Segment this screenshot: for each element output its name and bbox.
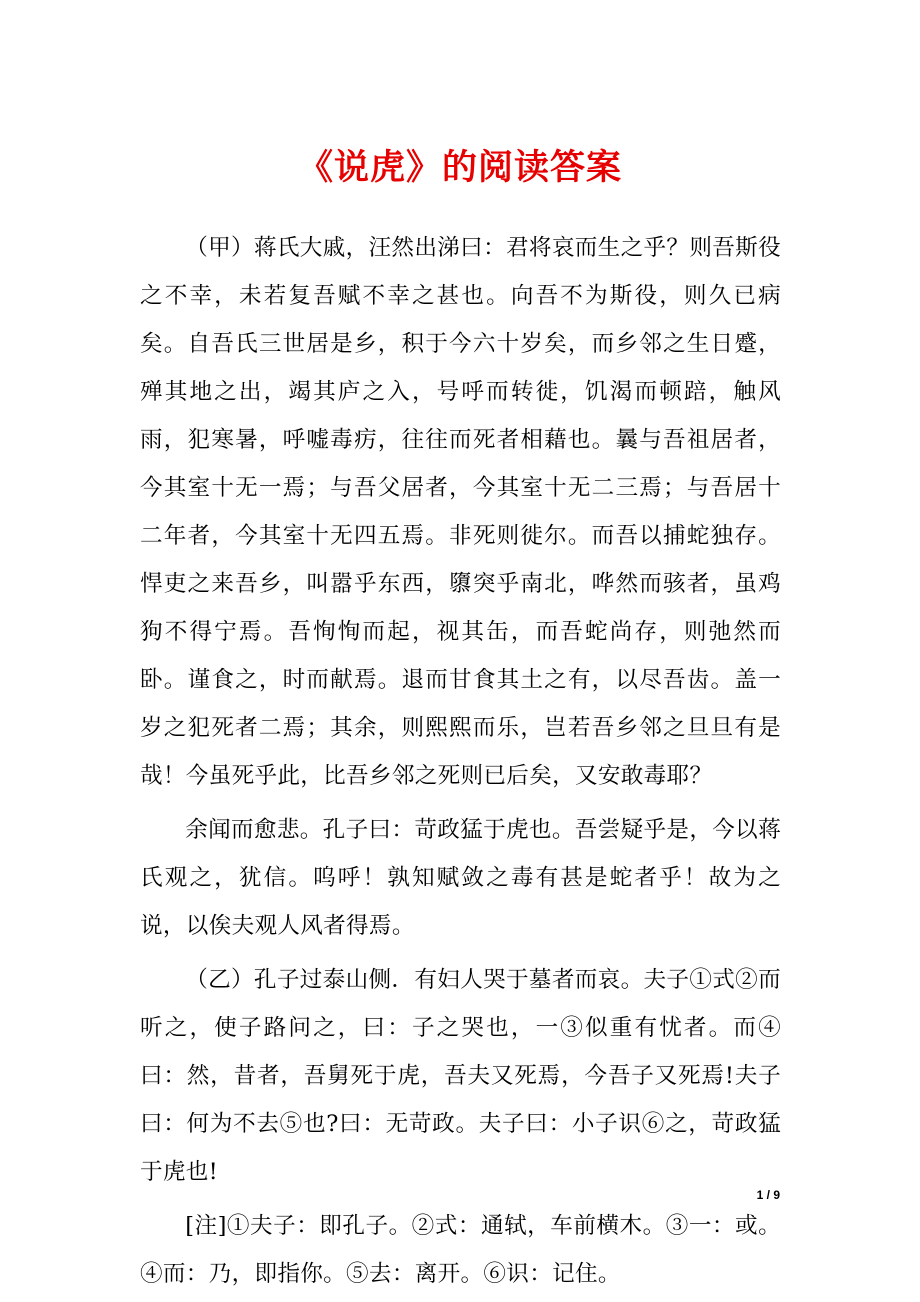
paragraph-jia: （甲）蒋氏大戚，汪然出涕曰：君将哀而生之乎？则吾斯役之不幸，未若复吾赋不幸之甚也。向吾不为斯役，则久已病矣。自吾氏三世居是乡，积于今六十岁矣，而乡邻之生日蹙，殚其地之出，竭其庐之入，号呼而转徙，饥渴而顿踣，触风雨，犯寒暑，呼嘘毒疠，往往而死者相藉也。曩与吾祖居者，今其室十无一焉；与吾父居者，今其室十无二三焉；与吾居十二年者，今其室十无四五焉。非死则徙尔。而吾以捕蛇独存。悍吏之来吾乡，叫嚣乎东西，隳突乎南北，哗然而骇者，虽鸡狗不得宁焉。吾恂恂而起，视其缶，而吾蛇尚存，则弛然而卧。谨食之，时而献焉。退而甘食其土之有，以尽吾齿。盖一岁之犯死者二焉；其余，则熙熙而乐，岂若吾乡邻之旦旦有是哉！今虽死乎此，比吾乡邻之死则已后矣，又安敢毒耶？ [140,235,781,789]
page-title: 《说虎》的阅读答案 [297,147,622,188]
paragraph-notes: [注]①夫子：即孔子。②式：通轼，车前横木。③一：或。④而：乃，即指你。⑤去：离开。⑥识：记住。 [140,1213,781,1287]
page-number: 1 / 9 [756,1188,780,1202]
paragraph-yi: （乙）孔子过泰山侧．有妇人哭于墓者而哀。夫子①式②而听之，使子路问之，曰：子之哭也，一③似重有忧者。而④曰：然，昔者，吾舅死于虎，吾夫又死焉，今吾子又死焉!夫子曰：何为不去⑤也?曰：无苛政。夫子曰：小子识⑥之，苛政猛于虎也! [140,967,781,1185]
paragraph-commentary: 余闻而愈悲。孔子曰：苛政猛于虎也。吾尝疑乎是，今以蒋氏观之，犹信。呜呼！孰知赋敛之毒有甚是蛇者乎！故为之说，以俟夫观人风者得焉。 [140,817,781,939]
article-body [140,224,781,1298]
